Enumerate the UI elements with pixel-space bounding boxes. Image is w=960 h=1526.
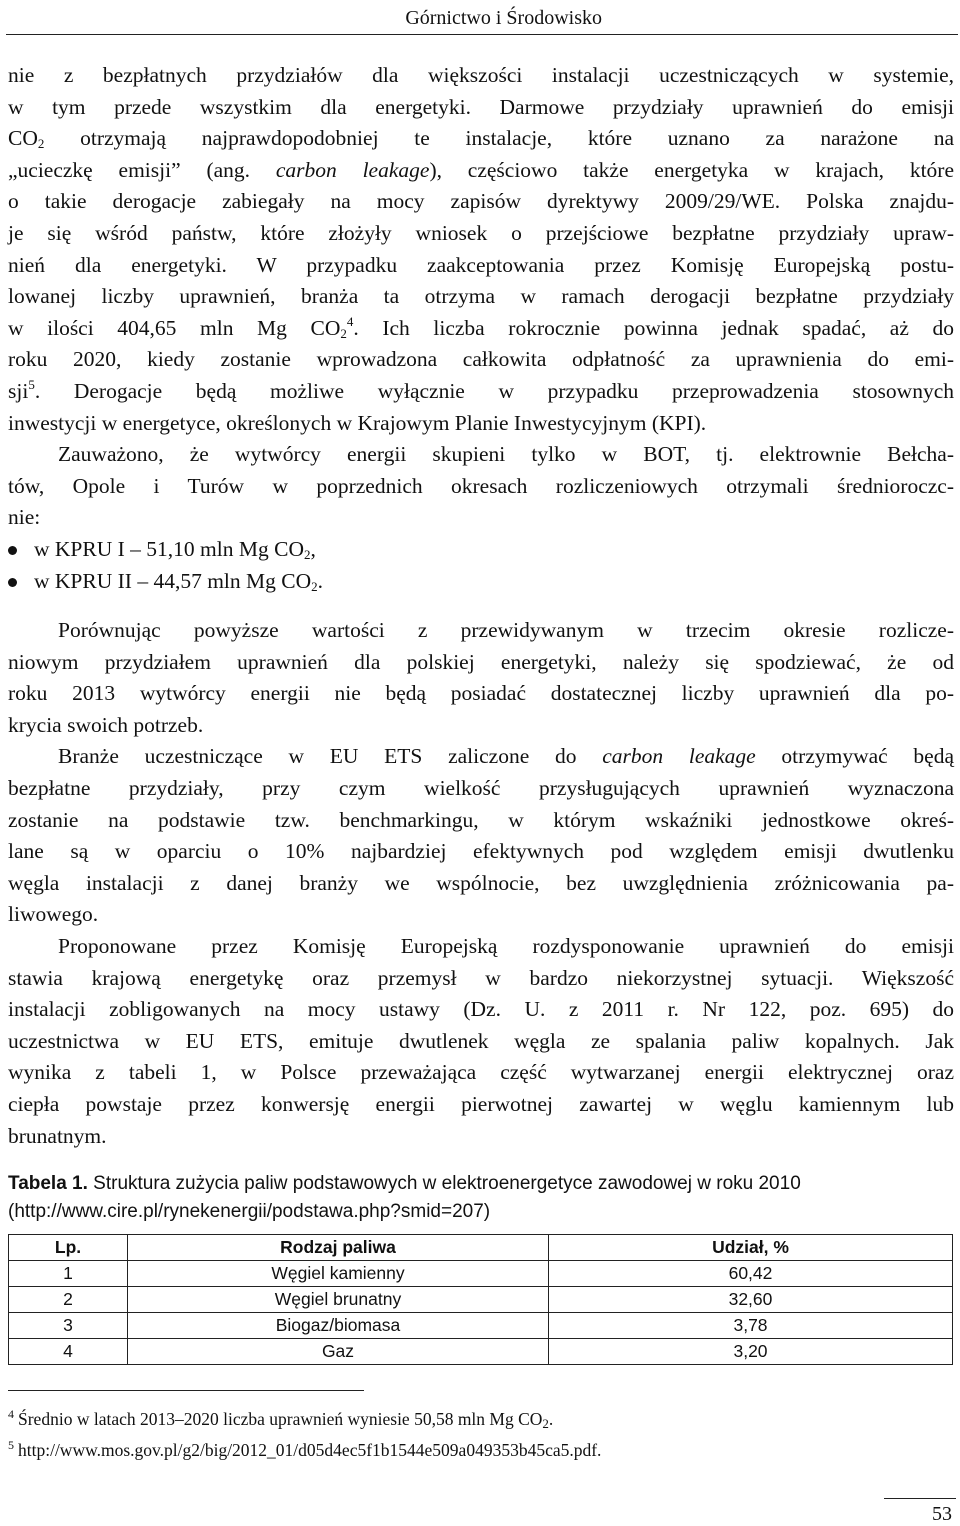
text-line: o takie derogacje zabiegały na mocy zapisów dyrektywy 2009/29/WE. Polska znajdu- [8,189,954,214]
table-header-row [9,1235,953,1261]
text-line: Zauważono, że wytwórcy energii skupieni tylko w BOT, tj. elektrownie Bełcha- [58,442,954,467]
text-line: węgla instalacji z danej branży we wspólnocie, bez uwzględnienia zróżnicowania pa- [8,870,954,895]
list-item: w KPRU I – 51,10 mln Mg $CO_2$, [8,534,954,566]
text-line: tów, Opole i Turów w poprzednich okresach rozliczeniowych otrzymali średnioroczc- [8,473,954,498]
header-rule [6,34,958,35]
text-line: inwestycji w energetyce, określonych w Krajowym Planie Inwestycyjnym (KPI). [8,410,707,435]
bullet-icon [8,546,17,555]
text-line: sji$^5$. Derogacje będą możliwe wyłącznie w przypadku przeprowadzenia stosownych [8,376,954,403]
text-line: bezpłatne przydziały, przy czym wielkość przysługujących uprawnień wyznaczona [8,776,954,801]
text-line: zostanie na podstawie tzw. benchmarkingu, w którym wskaźniki jednostkowe okreś- [8,807,954,832]
text-line: ciepła powstaje przez konwersję energii pierwotnej zawartej w węglu kamiennym lub [8,1092,954,1116]
column-header-fuel-type: Rodzaj paliwa [128,1235,549,1261]
cell-fuel-type: Gaz [128,1339,549,1365]
text-line: nie: [8,505,41,530]
term-carbon-leakage: carbon leakage [275,157,430,182]
text-line: wynika z tabeli 1, w Polsce przeważająca część wytwarzanej energii elektrycznej oraz [8,1060,954,1085]
cell-share: 3,20 [549,1339,953,1365]
cell-fuel-type: Biogaz/biomasa [128,1313,549,1339]
text-line: uczestnictwa w EU ETS, emituje dwutlenek węgla ze spalania paliw kopalnych. Jak [8,1028,954,1053]
text-line: nie z bezpłatnych przydziałów dla większości instalacji uczestniczących w systemie, [8,63,954,87]
text-line: Proponowane przez Komisję Europejską rozdysponowanie uprawnień do emisji [58,934,954,959]
text-line: stawia krajową energetykę oraz przemysł w bardzo niekorzystnej sytuacji. Większość [8,965,954,990]
term-carbon-leakage: carbon leakage [602,744,756,769]
text-line: $CO_2$ otrzymają najprawdopodobniej te instalacje, które uznano za narażone na [8,126,954,152]
footnote-ref-5: 5 [28,376,35,392]
text-line: krycia swoich potrzeb. [8,712,204,737]
cell-share: 3,78 [549,1313,953,1339]
footnote-rule [8,1390,364,1391]
page-header [0,0,960,40]
cell-lp: 3 [9,1313,128,1339]
list-item: w KPRU II – 44,57 mln Mg $CO_2$. [8,566,954,598]
text-line: niowym przydziałem uprawnień dla polskiej energetyki, należy się spodziewać, że od [8,649,954,674]
text-line: Branże uczestniczące w EU ETS zaliczone do carbon leakage otrzymywać będą [58,744,955,769]
body-text [8,60,954,1152]
text-line: je się wśród państw, które złożyły wniosek o przejściowe bezpłatne przydziały upraw- [8,220,954,245]
footnote-5: $^5$ http://www.mos.gov.pl/g2/big/2012_01/d05d4ec5f1b1544e509a049353b45ca5.pdf. [8,1438,602,1460]
cell-share: 32,60 [549,1287,953,1313]
column-header-lp: Lp. [9,1235,128,1261]
page-number: 53 [932,1503,952,1525]
table-caption-label: Tabela 1. [8,1173,88,1194]
cell-lp: 1 [9,1261,128,1287]
text-line: „ucieczkę emisji” (ang. carbon leakage), częściowo także energetyka w krajach, które [8,157,955,182]
footnote-ref-4: 4 [346,313,354,329]
cell-fuel-type: Węgiel brunatny [128,1287,549,1313]
table-row [9,1287,953,1313]
text-line: instalacji zobligowanych na mocy ustawy (Dz. U. z 2011 r. Nr 122, poz. 695) do [8,997,954,1022]
footnote-4: $^4$ Średnio w latach 2013–2020 liczba uprawnień wyniesie 50,58 mln Mg $CO_2$. [8,1407,554,1431]
running-head-title: Górnictwo i Środowisko [405,7,602,29]
column-header-share: Udział, % [549,1235,953,1261]
cell-fuel-type: Węgiel kamienny [128,1261,549,1287]
table-row [9,1261,953,1287]
cell-lp: 2 [9,1287,128,1313]
text-line: lane są w oparciu o 10% najbardziej efektywnych pod względem emisji dwutlenku [8,839,954,864]
text-line: w tym przede wszystkim dla energetyki. Darmowe przydziały uprawnień do emisji [8,94,954,119]
table-caption [8,1170,948,1226]
text-line: liwowego. [8,902,99,927]
footnotes [8,1401,601,1463]
bullet-icon [8,578,17,587]
text-line: roku 2013 wytwórcy energii nie będą posiadać dostatecznej liczby uprawnień dla po- [8,681,954,706]
text-line: w ilości 404,65 mln Mg $CO_2^4$. Ich liczba rokrocznie powinna jednak spadać, aż do [8,313,954,341]
text-line: brunatnym. [8,1123,107,1148]
table-row [9,1313,953,1339]
text-line: nień dla energetyki. W przypadku zaakceptowania przez Komisję Europejską postu- [8,252,954,277]
cell-share: 60,42 [549,1261,953,1287]
fuel-structure-table [8,1234,953,1365]
cell-lp: 4 [9,1339,128,1365]
text-line: Porównując powyższe wartości z przewidywanym w trzecim okresie rozlicze- [58,618,954,643]
text-line: lowanej liczby uprawnień, branża ta otrzyma w ramach derogacji bezpłatne przydziały [8,284,954,309]
table-caption-text: Struktura zużycia paliw podstawowych w elektroenergetyce zawodowej w roku 2010 [87,1173,801,1194]
table-row [9,1339,953,1365]
page-number-rule [884,1498,956,1499]
text-line: roku 2020, kiedy zostanie wprowadzona całkowita odpłatność za uprawnienia do emi- [8,347,954,372]
table-caption-source: (http://www.cire.pl/rynekenergii/podstawa.php?smid=207) [8,1201,491,1222]
